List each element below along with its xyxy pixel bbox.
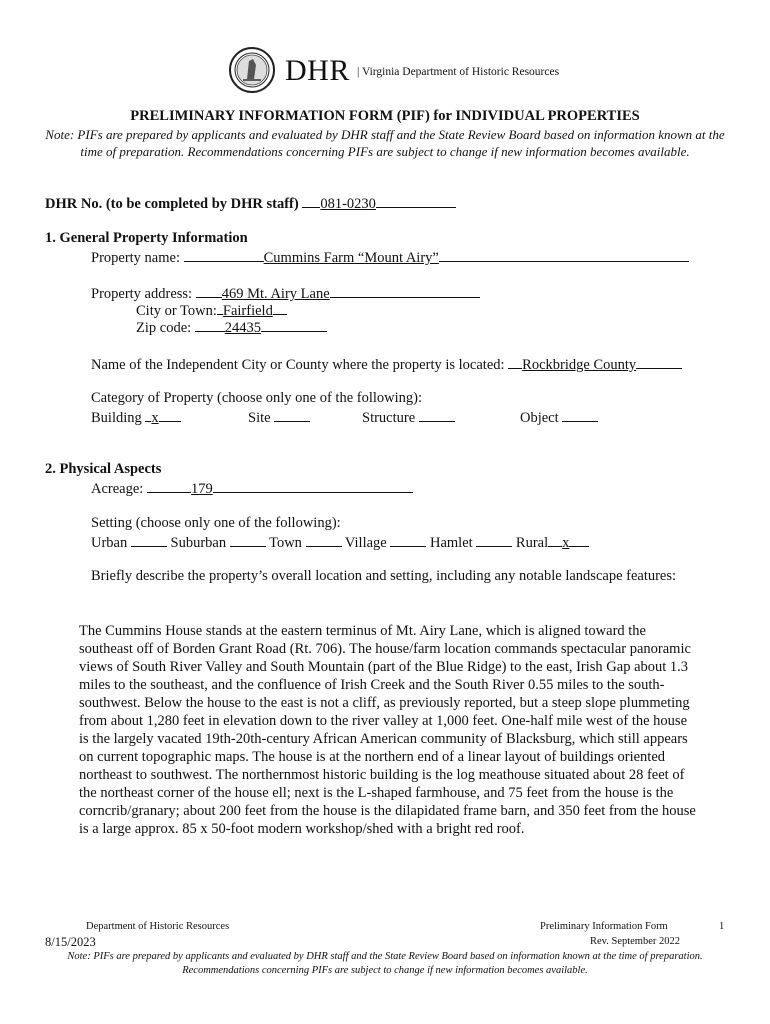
city-field[interactable]: Fairfield [222,303,273,319]
category-label: Category of Property (choose only one of the following): [91,390,423,406]
virginia-seal-icon [229,47,275,93]
address-field[interactable]: 469 Mt. Airy Lane [221,286,330,302]
suburban-label: Suburban [170,535,227,551]
setting-description[interactable]: The Cummins House stands at the eastern terminus of Mt. Airy Lane, which is aligned toward the southeast off of Borden Grant Road (Rt. 706). The house/farm location commands spectacular panoramic views of South River Valley and South Mountain (part of the Blue Ridge) to the east, Irish Gap about 1.3 miles to the southeast, and the confluence of Irish Creek and the South River 0.55 miles to the south-southwest. Below the house to the east is not a cliff, as previously reported, but a steep slope plummeting from about 1,280 feet in elevation down to the river valley at 1,000 feet. One-half mile west of the house is the largely vacated 19th-20th-century African American community of Blacksburg, which still appears on current topographic maps. The house is at the northern end of a linear layout of buildings oriented northeast to southwest. The northernmost historic building is the log meathouse situated about 28 feet of the northeast corner of the house ell; next is the L-shaped farmhouse, and 75 feet from the house is the corncrib/granary; about 200 feet from the house is the dilapidated frame barn, and 350 feet from the house is a large approx. 85 x 50-foot modern workshop/shed with a bright red roof. [79,623,696,837]
setting-label: Setting (choose only one of the following): [91,515,341,531]
hamlet-label: Hamlet [429,535,473,551]
hamlet-blank[interactable] [476,533,512,547]
footer-rev: Rev. September 2022 [590,936,681,947]
dhr-logo-text: DHR [285,54,350,87]
zip-label: Zip code: [136,320,192,336]
village-blank[interactable] [390,533,426,547]
section-1-heading: 1. General Property Information [45,230,248,246]
town-label: Town [269,535,302,551]
property-name-field[interactable]: Cummins Farm “Mount Airy” [263,250,439,266]
category-building [91,408,181,427]
village-label: Village [344,535,387,551]
footer-date: 8/15/2023 [45,935,96,949]
describe-prompt: Briefly describe the property’s overall location and setting, including any notable landscape features: [91,568,677,584]
structure-label: Structure [362,410,416,426]
city-label: City or Town: [136,303,217,319]
property-name-row [91,248,689,267]
footer-note: Note: PIFs are prepared by applicants and evaluated by DHR staff and the State Review Board based on information known at the time of preparation. Recommendations concerning PIFs are subject to change if new information becomes available. [67,951,703,976]
category-object [520,408,598,427]
rural-label: Rural [515,535,549,551]
town-blank[interactable] [306,533,342,547]
acreage-row [91,479,413,498]
building-mark[interactable]: x [151,410,159,426]
zip-row [136,318,327,337]
structure-blank[interactable] [419,408,455,422]
form-title: PRELIMINARY INFORMATION FORM (PIF) for INDIVIDUAL PROPERTIES [130,108,640,124]
address-label: Property address: [91,286,193,302]
suburban-blank[interactable] [230,533,266,547]
county-label: Name of the Independent City or County where the property is located: [91,357,505,373]
site-blank[interactable] [274,408,310,422]
acreage-label: Acreage: [91,481,144,497]
agency-name: | Virginia Department of Historic Resources [357,66,560,78]
acreage-field[interactable]: 179 [190,481,213,497]
building-label: Building [91,410,142,426]
dhr-number-row [45,194,456,213]
property-name-label: Property name: [91,250,180,266]
county-row [91,355,682,374]
setting-options [91,533,589,552]
county-field[interactable]: Rockbridge County [522,357,637,373]
rural-mark[interactable]: x [562,535,570,551]
category-site [248,408,310,427]
dhr-number-label: DHR No. (to be completed by DHR staff) [45,196,299,212]
object-blank[interactable] [562,408,598,422]
category-structure [362,408,455,427]
footer-page-number: 1 [719,921,725,932]
object-label: Object [520,410,559,426]
section-2-heading: 2. Physical Aspects [45,461,162,477]
footer-dept: Department of Historic Resources [86,921,230,932]
site-label: Site [248,410,271,426]
urban-blank[interactable] [131,533,167,547]
urban-label: Urban [91,535,128,551]
dhr-number-value[interactable]: 081-0230 [320,196,376,212]
zip-field[interactable]: 24435 [224,320,262,336]
footer-form-name: Preliminary Information Form [540,921,668,932]
form-note: Note: PIFs are prepared by applicants and evaluated by DHR staff and the State Review Board based on information known at the time of preparation. Recommendations concerning PIFs are subject to change if new information becomes available. [45,127,725,159]
